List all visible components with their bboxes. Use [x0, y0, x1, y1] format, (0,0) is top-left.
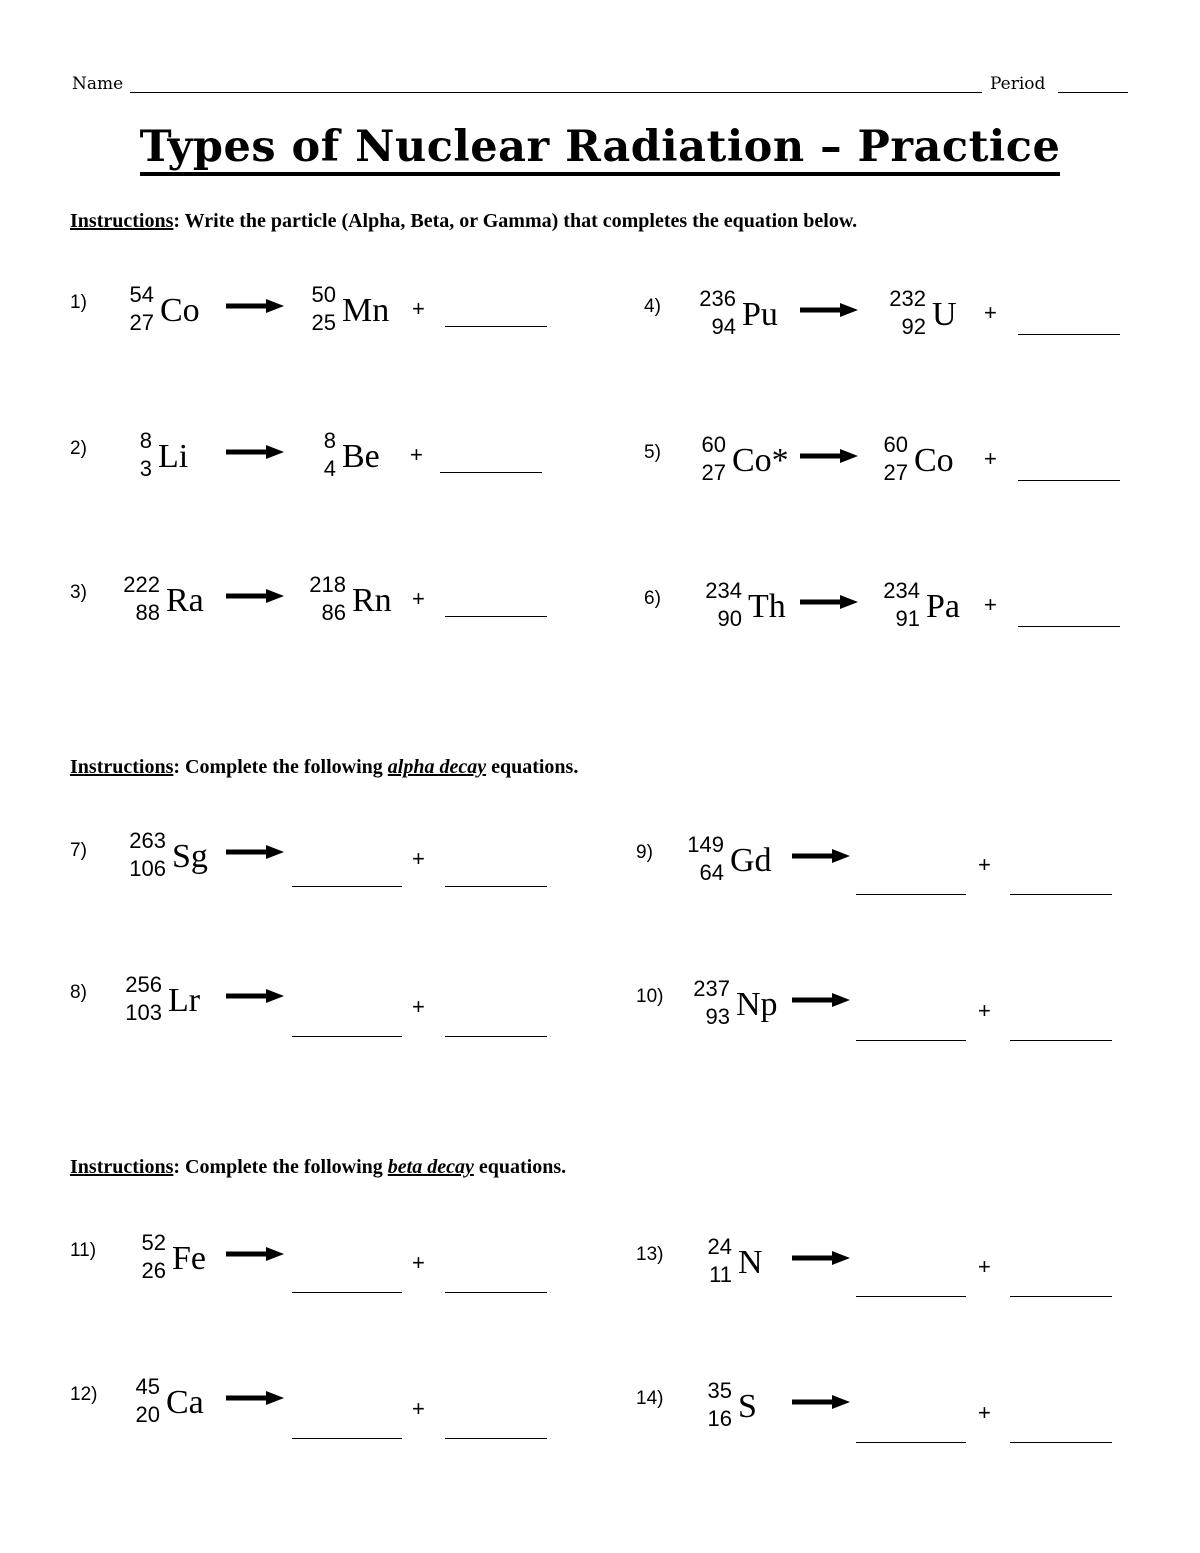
answer-blank[interactable] [445, 616, 547, 617]
mass-number: 256 [125, 972, 162, 997]
atomic-number: 11 [709, 1262, 732, 1287]
name-field[interactable] [130, 92, 982, 93]
emphasis-beta-decay: beta decay [387, 1156, 474, 1178]
mass-number: 54 [129, 282, 154, 307]
instructions-particle [70, 210, 857, 233]
mass-number: 24 [707, 1234, 732, 1259]
element-symbol: Sg [172, 838, 208, 875]
question-number: 7) [70, 840, 87, 861]
equation-1 [70, 282, 570, 362]
arrow-icon [226, 1246, 284, 1262]
atomic-number: 16 [707, 1406, 732, 1431]
element-symbol: Th [748, 588, 786, 625]
element-symbol: Co [914, 442, 954, 479]
plus-sign: + [978, 852, 991, 877]
atomic-number: 25 [311, 310, 336, 335]
question-number: 9) [636, 842, 653, 863]
instructions-alpha [70, 756, 578, 779]
instructions-text: : Write the particle (Alpha, Beta, or Gamma) that completes the equation below. [173, 210, 858, 232]
mass-number: 263 [129, 828, 166, 853]
element-symbol: Lr [168, 982, 201, 1019]
mass-number: 234 [883, 578, 920, 603]
atomic-number: 27 [701, 460, 726, 485]
element-symbol: Ca [166, 1384, 204, 1421]
atomic-number: 4 [323, 456, 336, 481]
plus-sign: + [978, 1254, 991, 1279]
element-symbol: Li [158, 438, 189, 475]
element-symbol: Rn [352, 582, 392, 619]
element-symbol: Np [736, 986, 778, 1023]
arrow-icon [792, 848, 850, 864]
name-label: Name [72, 74, 124, 94]
question-number: 2) [70, 438, 87, 459]
instructions-text-end: equations. [486, 756, 579, 778]
mass-number: 232 [889, 286, 926, 311]
equation-4 [644, 286, 1144, 366]
name-period-line [72, 72, 1130, 98]
question-number: 6) [644, 588, 661, 609]
plus-sign: + [984, 446, 997, 471]
atomic-number: 64 [699, 860, 724, 885]
equation-11 [70, 1230, 570, 1310]
equation-7 [70, 828, 570, 908]
question-number: 1) [70, 292, 87, 313]
mass-number: 45 [135, 1374, 160, 1399]
plus-sign: + [412, 846, 425, 871]
instructions-text: : Complete the following [173, 756, 388, 778]
element-symbol: Fe [172, 1240, 206, 1277]
atomic-number: 86 [321, 600, 346, 625]
plus-sign: + [412, 296, 425, 321]
arrow-icon [800, 302, 858, 318]
element-symbol: Pu [742, 296, 778, 333]
mass-number: 237 [693, 976, 730, 1001]
plus-sign: + [412, 994, 425, 1019]
arrow-icon [226, 298, 284, 314]
instructions-beta [70, 1156, 566, 1179]
plus-sign: + [412, 1396, 425, 1421]
atomic-number: 91 [895, 606, 920, 631]
element-symbol: S [738, 1388, 757, 1425]
question-number: 4) [644, 296, 661, 317]
question-number: 13) [636, 1244, 664, 1265]
element-symbol: Pa [926, 588, 960, 625]
equation-14 [636, 1378, 1136, 1458]
question-number: 3) [70, 582, 87, 603]
atomic-number: 93 [705, 1004, 730, 1029]
answer-blank-particle[interactable] [445, 1438, 547, 1439]
question-number: 5) [644, 442, 661, 463]
plus-sign: + [978, 998, 991, 1023]
question-number: 8) [70, 982, 87, 1003]
atomic-number: 26 [141, 1258, 166, 1283]
plus-sign: + [978, 1400, 991, 1425]
answer-blank-nucleus[interactable] [292, 886, 402, 887]
period-label: Period [990, 74, 1046, 94]
atomic-number: 27 [883, 460, 908, 485]
plus-sign: + [412, 1250, 425, 1275]
answer-blank-particle[interactable] [445, 1292, 547, 1293]
answer-blank-particle[interactable] [1010, 1040, 1112, 1041]
arrow-icon [226, 444, 284, 460]
plus-sign: + [410, 442, 423, 467]
element-symbol: Co* [732, 442, 789, 479]
mass-number: 60 [883, 432, 908, 457]
mass-number: 52 [141, 1230, 166, 1255]
arrow-icon [226, 588, 284, 604]
answer-blank[interactable] [1018, 480, 1120, 481]
equation-12 [70, 1374, 570, 1454]
element-symbol: Be [342, 438, 380, 475]
answer-blank-nucleus[interactable] [292, 1438, 402, 1439]
mass-number: 236 [699, 286, 736, 311]
answer-blank-particle[interactable] [445, 886, 547, 887]
arrow-icon [792, 1250, 850, 1266]
answer-blank-particle[interactable] [1010, 1442, 1112, 1443]
answer-blank-particle[interactable] [1010, 1296, 1112, 1297]
equation-10 [636, 976, 1136, 1056]
equation-6 [644, 578, 1144, 658]
element-symbol: N [738, 1244, 763, 1281]
mass-number: 218 [309, 572, 346, 597]
answer-blank[interactable] [445, 326, 547, 327]
arrow-icon [800, 594, 858, 610]
plus-sign: + [412, 586, 425, 611]
arrow-icon [800, 448, 858, 464]
arrow-icon [792, 1394, 850, 1410]
answer-blank[interactable] [440, 472, 542, 473]
equation-13 [636, 1234, 1136, 1314]
mass-number: 60 [701, 432, 726, 457]
question-number: 14) [636, 1388, 664, 1409]
element-symbol: Co [160, 292, 200, 329]
answer-blank-particle[interactable] [1010, 894, 1112, 895]
atomic-number: 106 [129, 856, 166, 881]
atomic-number: 27 [129, 310, 154, 335]
mass-number: 50 [311, 282, 336, 307]
arrow-icon [226, 1390, 284, 1406]
atomic-number: 20 [135, 1402, 160, 1427]
arrow-icon [226, 844, 284, 860]
element-symbol: Mn [342, 292, 390, 329]
mass-number: 8 [139, 428, 152, 453]
arrow-icon [226, 988, 284, 1004]
question-number: 12) [70, 1384, 98, 1405]
instructions-heading: Instructions [70, 210, 174, 232]
atomic-number: 3 [139, 456, 152, 481]
plus-sign: + [984, 592, 997, 617]
element-symbol: Gd [730, 842, 772, 879]
equation-9 [636, 832, 1136, 912]
mass-number: 35 [707, 1378, 732, 1403]
answer-blank-nucleus[interactable] [856, 1040, 966, 1041]
instructions-text-end: equations. [473, 1156, 567, 1178]
plus-sign: + [984, 300, 997, 325]
answer-blank[interactable] [1018, 334, 1120, 335]
answer-blank-nucleus[interactable] [856, 894, 966, 895]
mass-number: 149 [687, 832, 724, 857]
atomic-number: 90 [717, 606, 742, 631]
equation-8 [70, 972, 570, 1052]
instructions-heading: Instructions [70, 756, 174, 778]
mass-number: 8 [323, 428, 336, 453]
equation-5 [644, 432, 1144, 512]
emphasis-alpha-decay: alpha decay [387, 756, 487, 778]
instructions-heading: Instructions [70, 1156, 174, 1178]
answer-blank-nucleus[interactable] [856, 1296, 966, 1297]
answer-blank-nucleus[interactable] [856, 1442, 966, 1443]
atomic-number: 92 [901, 314, 926, 339]
element-symbol: Ra [166, 582, 204, 619]
equation-3 [70, 572, 570, 652]
answer-blank-nucleus[interactable] [292, 1036, 402, 1037]
answer-blank-nucleus[interactable] [292, 1292, 402, 1293]
answer-blank[interactable] [1018, 626, 1120, 627]
instructions-text: : Complete the following [173, 1156, 388, 1178]
question-number: 10) [636, 986, 664, 1007]
element-symbol: U [932, 296, 957, 333]
atomic-number: 88 [135, 600, 160, 625]
page-title: Types of Nuclear Radiation – Practice [0, 122, 1200, 172]
answer-blank-particle[interactable] [445, 1036, 547, 1037]
period-field[interactable] [1058, 92, 1128, 93]
atomic-number: 94 [711, 314, 736, 339]
atomic-number: 103 [125, 1000, 162, 1025]
mass-number: 222 [123, 572, 160, 597]
question-number: 11) [70, 1240, 97, 1261]
arrow-icon [792, 992, 850, 1008]
equation-2 [70, 428, 570, 508]
mass-number: 234 [705, 578, 742, 603]
